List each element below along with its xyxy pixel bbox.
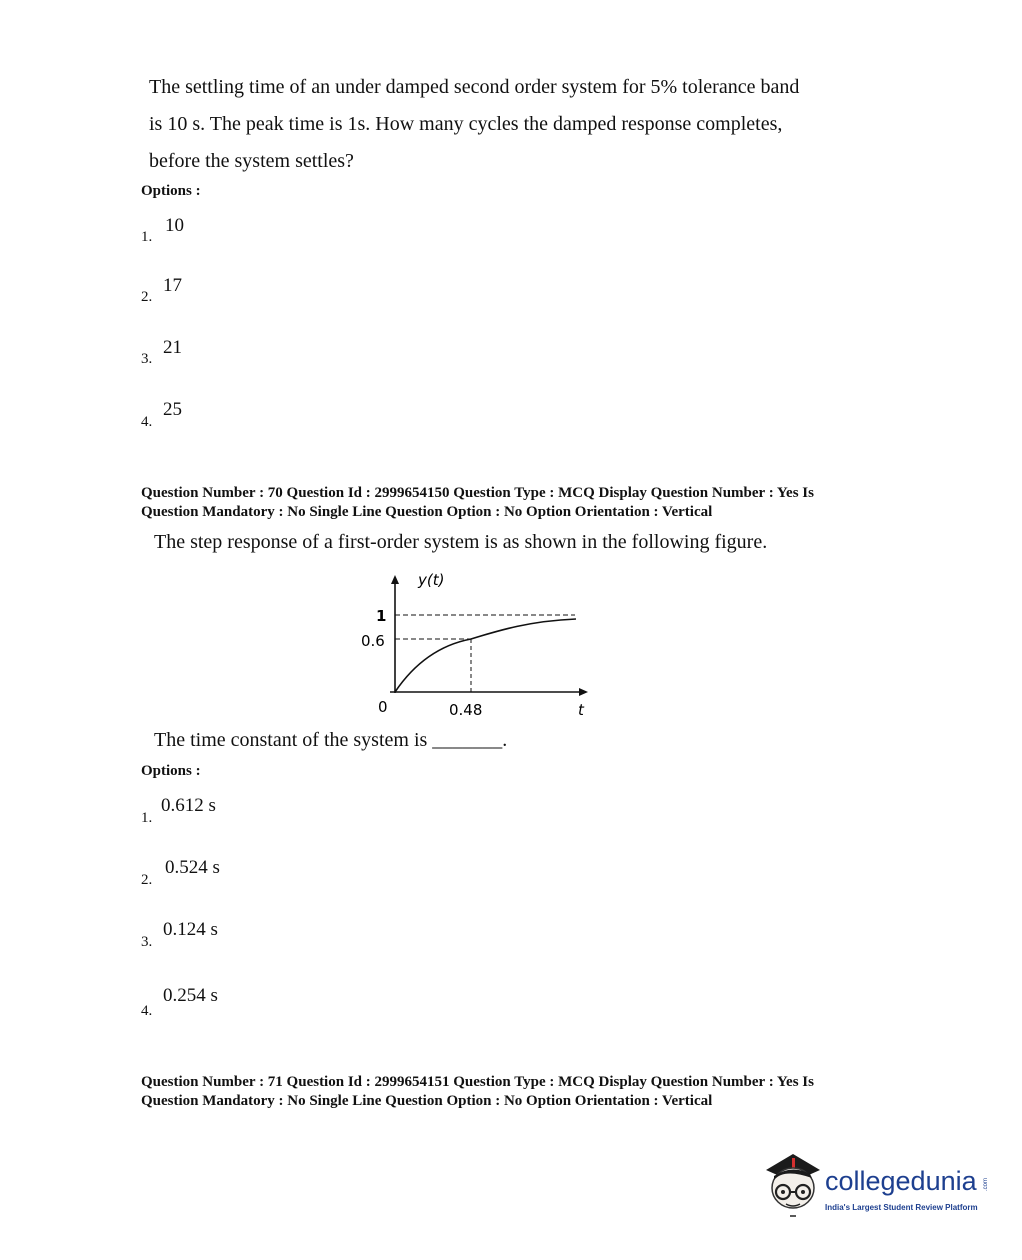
y-tick-06: 0.6 [361, 632, 385, 650]
x-tick-048: 0.48 [449, 701, 483, 719]
option-value: 17 [163, 275, 182, 296]
y-tick-1: 1 [376, 607, 387, 625]
option-number: 3. [141, 351, 153, 367]
y-axis-label: y(t) [418, 571, 445, 589]
q70-meta-line-2: Question Mandatory : No Single Line Question Option : No Option Orientation : Vertical [141, 504, 713, 520]
option-value: 0.254 s [163, 985, 218, 1006]
option-number: 2. [141, 872, 153, 888]
q71-meta-line-2: Question Mandatory : No Single Line Question Option : No Option Orientation : Vertical [141, 1093, 713, 1109]
response-curve [395, 619, 576, 692]
q70-meta-line-1: Question Number : 70 Question Id : 2999654150 Question Type : MCQ Display Question Number : Yes Is [141, 485, 814, 501]
mascot-icon [762, 1150, 824, 1220]
logo-wordmark: collegedunia [825, 1166, 977, 1196]
x-axis-label: t [578, 701, 584, 719]
q70-stem: The step response of a first-order system is as shown in the following figure. [154, 531, 768, 553]
option-number: 4. [141, 414, 153, 430]
option-number: 3. [141, 934, 153, 950]
origin-label: 0 [378, 698, 388, 716]
option-value: 0.124 s [163, 919, 218, 940]
q69-line-1: The settling time of an under damped second order system for 5% tolerance band [149, 76, 800, 98]
q69-line-3: before the system settles? [149, 150, 354, 172]
option-number: 1. [141, 229, 153, 245]
q70-options-label: Options : [141, 763, 201, 779]
q70-question-prefix: The time constant of the system is [154, 729, 428, 751]
logo-tagline: India's Largest Student Review Platform [825, 1203, 978, 1212]
option-value: 25 [163, 399, 182, 420]
step-response-figure [350, 565, 600, 725]
q70-answer-blank: _______ [432, 729, 503, 751]
option-value: 10 [165, 215, 184, 236]
y-axis-arrow [391, 575, 399, 584]
option-number: 4. [141, 1003, 153, 1019]
collegedunia-logo [762, 1150, 1002, 1220]
option-value: 0.524 s [165, 857, 220, 878]
x-axis-arrow [579, 688, 588, 696]
option-number: 2. [141, 289, 153, 305]
q71-meta-line-1: Question Number : 71 Question Id : 2999654151 Question Type : MCQ Display Question Number : Yes Is [141, 1074, 814, 1090]
q69-line-2: is 10 s. The peak time is 1s. How many cycles the damped response completes, [149, 113, 783, 135]
q69-options-label: Options : [141, 183, 201, 199]
option-number: 1. [141, 810, 153, 826]
option-value: 0.612 s [161, 795, 216, 816]
option-value: 21 [163, 337, 182, 358]
q70-period: . [502, 729, 508, 751]
logo-suffix: .com [983, 1178, 989, 1192]
q70-question [154, 729, 507, 752]
